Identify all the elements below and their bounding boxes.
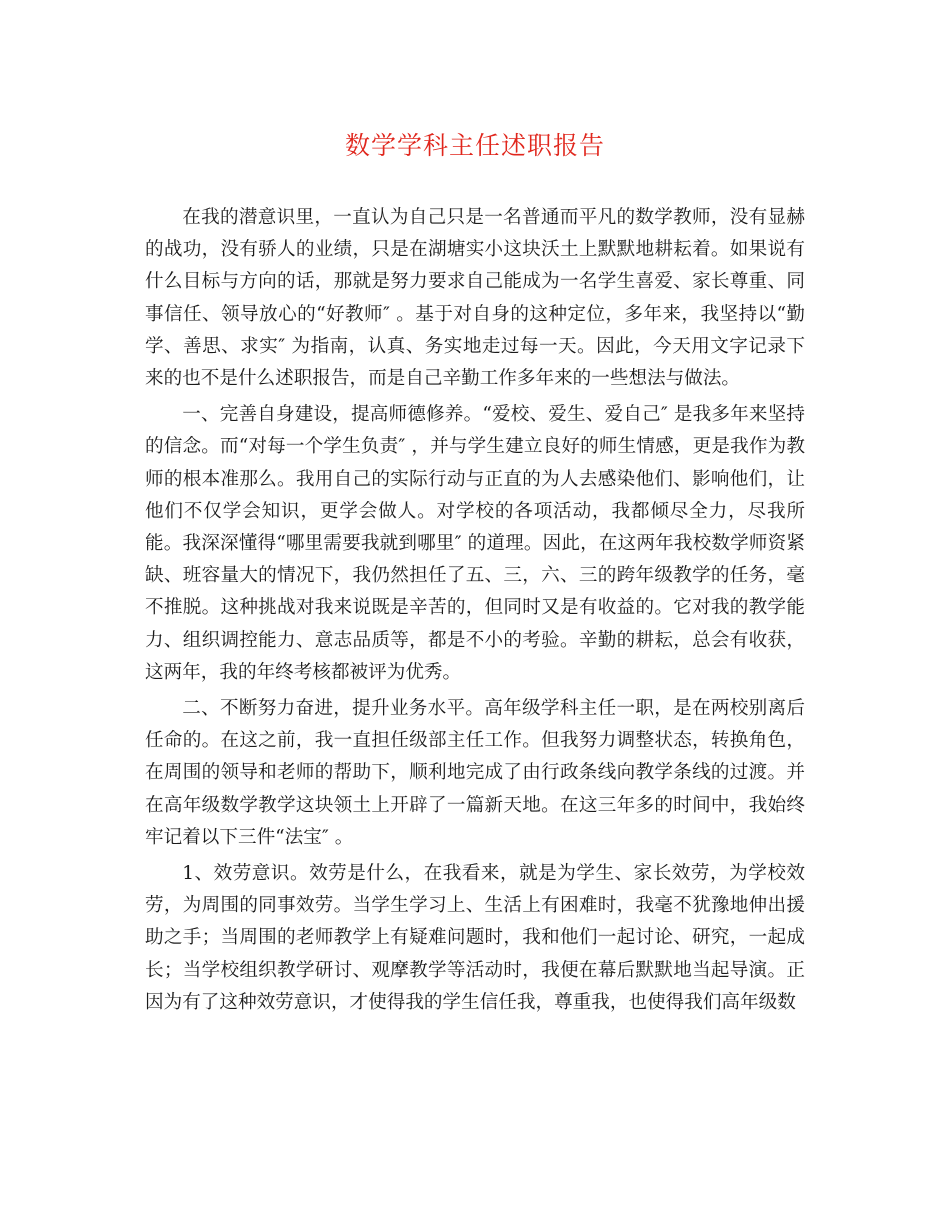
paragraph-intro: 在我的潜意识里，一直认为自己只是一名普通而平凡的数学教师，没有显赫的战功，没有骄人的业绩，只是在湖塘实小这块沃土上默默地耕耘着。如果说有什么目标与方向的话，那就是努力要求自己能成为一名学生喜爱、家长尊重、同事信任、领导放心的“好教师″ 。基于对自身的这种定位，多年来，我坚持以“勤学、善思、求实″ 为指南，认真、务实地走过每一天。因此，今天用文字记录下来的也不是什么述职报告，而是自己辛勤工作多年来的一些想法与做法。 (145, 207, 805, 390)
paragraph-section-two: 二、不断努力奋进，提升业务水平。高年级学科主任一职，是在两校别离后任命的。在这之前，我一直担任级部主任工作。但我努力调整状态，转换角色，在周围的领导和老师的帮助下，顺利地完成了由行政条线向教学条线的过渡。并在高年级数学教学这块领土上开辟了一篇新天地。在这三年多的时间中，我始终牢记着以下三件“法宝″ 。 (145, 698, 805, 848)
document-body (145, 202, 805, 1023)
paragraph-service-awareness: 1、效劳意识。效劳是什么，在我看来，就是为学生、家长效劳，为学校效劳，为周围的同事效劳。当学生学习上、生活上有困难时，我毫不犹豫地伸出援助之手；当周围的老师教学上有疑难问题时，我和他们一起讨论、研究，一起成长；当学校组织教学研讨、观摩教学等活动时，我便在幕后默默地当起导演。正因为有了这种效劳意识，才使得我的学生信任我，尊重我，也使得我们高年级数 (145, 863, 805, 1013)
paragraph-section-one: 一、完善自身建设，提高师德修养。“爱校、爱生、爱自己″ 是我多年来坚持的信念。而“对每一个学生负责″ ，并与学生建立良好的师生情感，更是我作为教师的根本准那么。我用自己的实际行动与正直的为人去感染他们、影响他们，让他们不仅学会知识，更学会做人。对学校的各项活动，我都倾尽全力，尽我所能。我深深懂得“哪里需要我就到哪里″ 的道理。因此，在这两年我校数学师资紧缺、班容量大的情况下，我仍然担任了五、三，六、三的跨年级教学的任务，毫不推脱。这种挑战对我来说既是辛苦的，但同时又是有收益的。它对我的教学能力、组织调控能力、意志品质等，都是不小的考验。辛勤的耕耘，总会有收获，这两年，我的年终考核都被评为优秀。 (145, 404, 805, 683)
document-title: 数学学科主任述职报告 (344, 131, 605, 160)
